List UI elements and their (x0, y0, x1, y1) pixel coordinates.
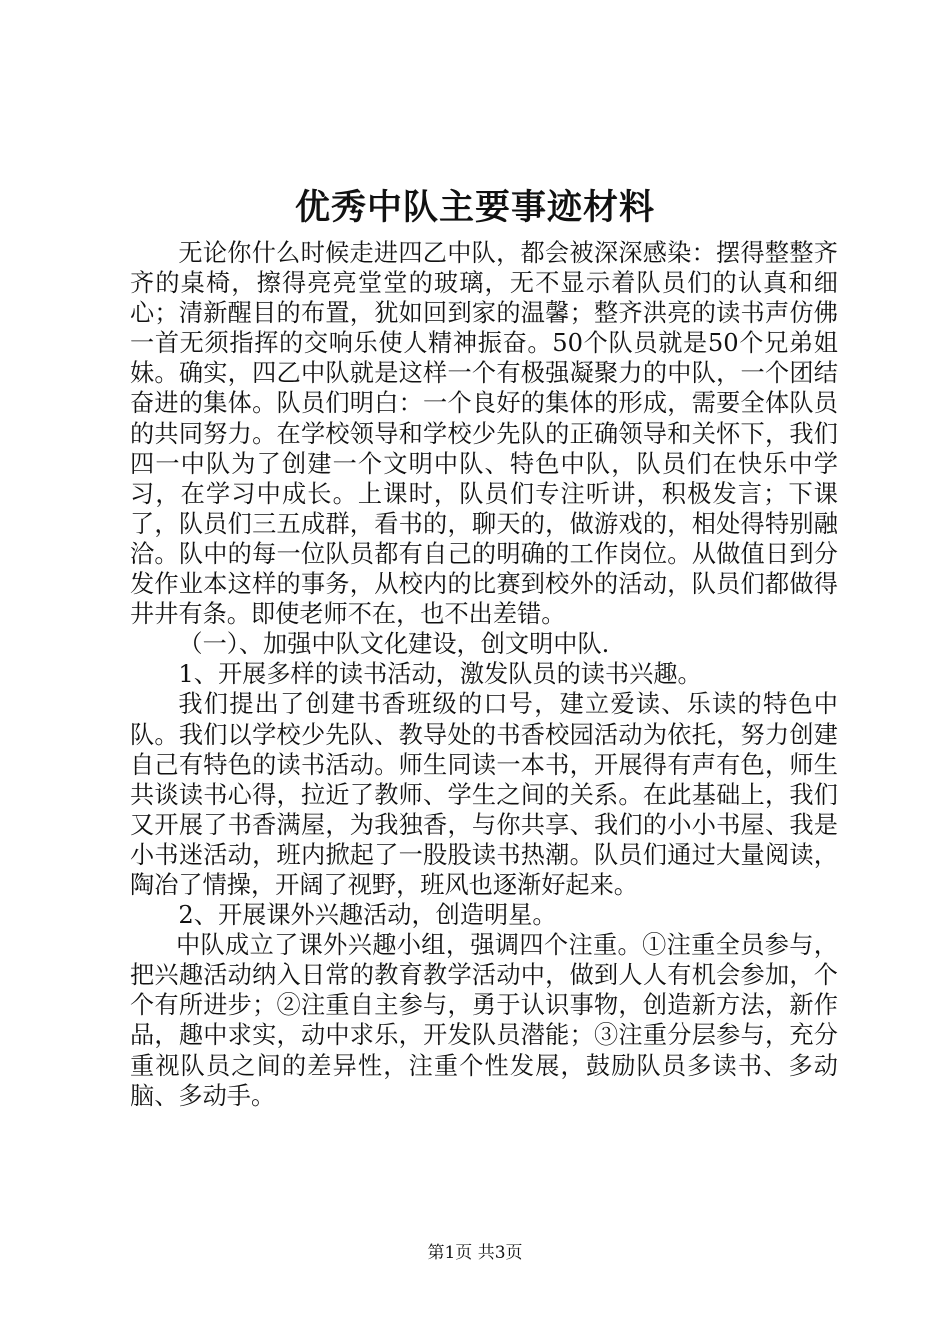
paragraph-intro: 无论你什么时候走进四乙中队，都会被深深感染：摆得整整齐齐的桌椅，擦得亮亮堂堂的玻璃，无不显示着队员们的认真和细心；清新醒目的布置，犹如回到家的温馨；整齐洪亮的读书声仿佛一首无须指挥的交响乐使人精神振奋。50个队员就是50个兄弟姐妹。确实，四乙中队就是这样一个有极强凝聚力的中队，一个团结奋进的集体。队员们明白：一个良好的集体的形成，需要全体队员的共同努力。在学校领导和学校少先队的正确领导和关怀下，我们四一中队为了创建一个文明中队、特色中队，队员们在快乐中学习，在学习中成长。上课时，队员们专注听讲，积极发言；下课了，队员们三五成群，看书的，聊天的，做游戏的，相处得特别融洽。队中的每一位队员都有自己的明确的工作岗位。从做值日到分发作业本这样的事务，从校内的比赛到校外的活动，队员们都做得井井有条。即使老师不在，也不出差错。 (130, 239, 838, 629)
subsection-heading-2: 2、开展课外兴趣活动，创造明星。 (178, 901, 557, 930)
paragraph-interest-groups: 中队成立了课外兴趣小组，强调四个注重。①注重全员参与，把兴趣活动纳入日常的教育教学活动中，做到人人有机会参加，个个有所进步；②注重自主参与，勇于认识事物，创造新方法，新作品，趣中求实，动中求乐，开发队员潜能；③注重分层参与，充分重视队员之间的差异性，注重个性发展，鼓励队员多读书、多动脑、多动手。 (130, 931, 838, 1110)
page-footer: 第1页 共3页 (427, 1243, 523, 1263)
paragraph-reading-activities: 我们提出了创建书香班级的口号，建立爱读、乐读的特色中队。我们以学校少先队、教导处的书香校园活动为依托，努力创建自己有特色的读书活动。师生同读一本书，开展得有声有色，师生共谈读书心得，拉近了教师、学生之间的关系。在此基础上，我们又开展了书香满屋，为我独香，与你共享、我们的小小书屋、我是小书迷活动，班内掀起了一股股读书热潮。队员们通过大量阅读，陶冶了情操，开阔了视野，班风也逐渐好起来。 (130, 690, 838, 899)
document-body (130, 238, 838, 1111)
document-title: 优秀中队主要事迹材料 (294, 188, 655, 228)
section-heading-1: （一）、加强中队文化建设，创文明中队. (178, 630, 610, 659)
subsection-heading-1: 1、开展多样的读书活动，激发队员的读书兴趣。 (178, 660, 702, 689)
